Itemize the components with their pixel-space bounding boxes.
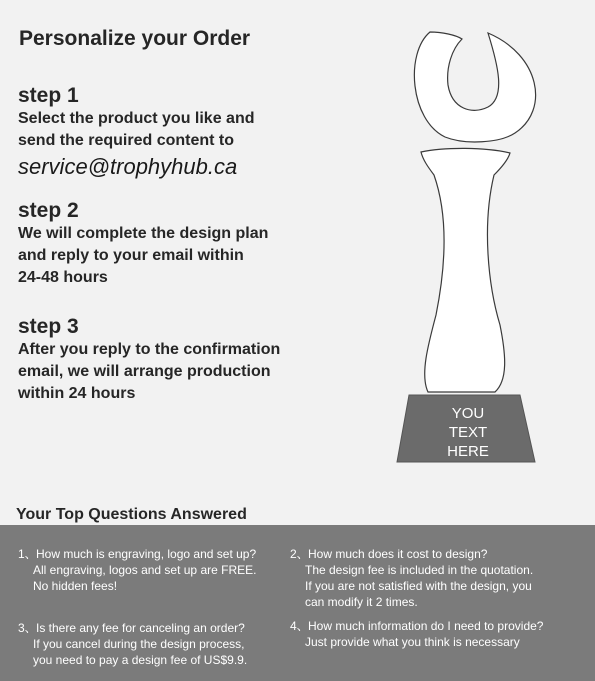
faq-item-4 [290,618,590,650]
faq-answer-1-line-1: All engraving, logos and set up are FREE. [33,563,257,577]
faq-answer-3-line-2: you need to pay a design fee of US$9.9. [33,653,248,667]
faq-answer-4-line-1: Just provide what you think is necessary [305,635,520,649]
faq-question-2: 2、How much does it cost to design? [290,547,488,561]
trophy-wrench-head [414,32,535,142]
faq-number-1: 1、 [18,547,37,561]
faq-item-1 [18,546,283,594]
step-1-line-2: send the required content to [18,132,235,149]
step-3-line-2: email, we will arrange production [18,363,271,380]
faq-answer-1-line-2: No hidden fees! [33,579,118,593]
faq-heading: Your Top Questions Answered [16,506,247,523]
step-1-heading: step 1 [18,84,79,107]
step-2-line-1: We will complete the design plan [18,225,269,242]
faq-question-3: 3、Is there any fee for canceling an order? [18,621,245,635]
plate-line-2: TEXT [448,424,488,441]
faq-item-2 [290,546,590,610]
step-1-line-1: Select the product you like and [18,110,255,127]
faq-answer-3-line-1: If you cancel during the design process, [33,637,245,651]
faq-item-3 [18,620,283,668]
step-2-heading: step 2 [18,199,79,222]
trophy-plate-text [425,404,511,461]
step-2-text [18,223,338,289]
service-email[interactable]: service@trophyhub.ca [18,154,238,179]
faq-number-4: 4、 [290,619,309,633]
faq-number-3: 3、 [18,621,37,635]
faq-answer-2-line-1: The design fee is included in the quotation. [305,563,534,577]
faq-answer-2-line-2: If you are not satisfied with the design, you [305,579,532,593]
faq-number-2: 2、 [290,547,309,561]
step-3-line-3: within 24 hours [18,385,136,402]
trophy-stem [421,148,510,392]
step-3-heading: step 3 [18,315,79,338]
step-2-line-3: 24-48 hours [18,269,108,286]
plate-line-3: HERE [447,443,489,460]
step-2-line-2: and reply to your email within [18,247,244,264]
page-title: Personalize your Order [19,27,251,50]
step-3-text [18,339,338,405]
step-1-text [18,108,338,152]
plate-line-1: YOU [451,405,485,422]
step-3-line-1: After you reply to the confirmation [18,341,281,358]
faq-question-1: 1、How much is engraving, logo and set up? [18,547,257,561]
faq-question-4: 4、How much information do I need to provide? [290,619,544,633]
faq-answer-2-line-3: can modify it 2 times. [305,595,418,609]
